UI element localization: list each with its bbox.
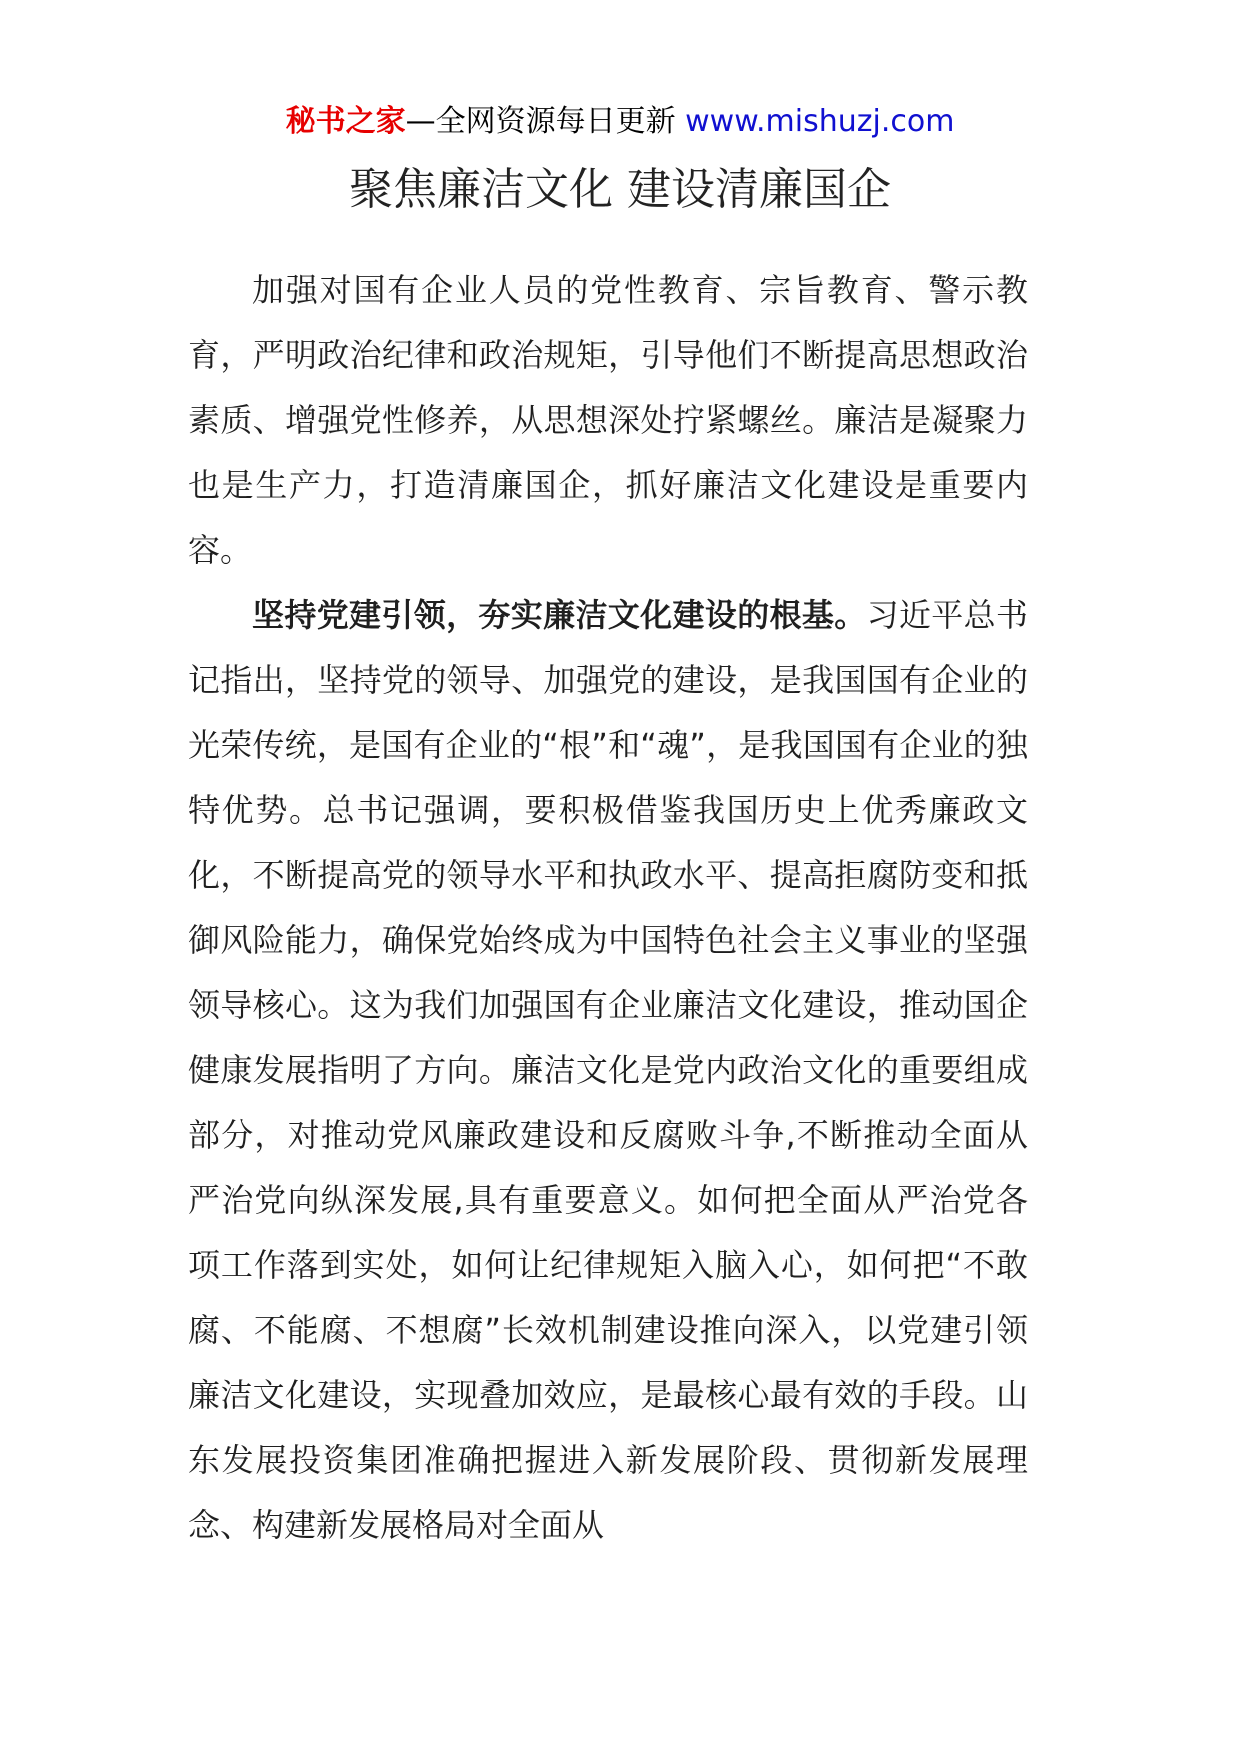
site-header	[0, 100, 1240, 144]
paragraph-text: 习近平总书记指出，坚持党的领导、加强党的建设，是我国国有企业的光荣传统，是国有企业的“根”和“魂”，是我国国有企业的独特优势。总书记强调，要积极借鉴我国历史上优秀廉政文化，不断提高党的领导水平和执政水平、提高拒腐防变和抵御风险能力，确保党始终成为中国特色社会主义事业的坚强领导核心。这为我们加强国有企业廉洁文化建设，推动国企健康发展指明了方向。廉洁文化是党内政治文化的重要组成部分，对推动党风廉政建设和反腐败斗争,不断推动全面从严治党向纵深发展,具有重要意义。如何把全面从严治党各项工作落到实处，如何让纪律规矩入脑入心，如何把“不敢腐、不能腐、不想腐”长效机制建设推向深入，以党建引领廉洁文化建设，实现叠加效应，是最核心最有效的手段。山东发展投资集团准确把握进入新发展阶段、贯彻新发展理念、构建新发展格局对全面从	[188, 596, 1028, 1544]
paragraph-party-building	[188, 583, 1028, 1558]
document-title: 聚焦廉洁文化 建设清廉国企	[349, 164, 891, 215]
paragraph-intro	[188, 258, 1028, 583]
brand-name: 秘书之家	[285, 104, 406, 139]
paragraph-lead: 坚持党建引领，夯实廉洁文化建设的根基。	[252, 596, 867, 634]
paragraph-text: 加强对国有企业人员的党性教育、宗旨教育、警示教育，严明政治纪律和政治规矩，引导他们不断提高思想政治素质、增强党性修养，从思想深处拧紧螺丝。廉洁是凝聚力也是生产力，打造清廉国企，抓好廉洁文化建设是重要内容。	[188, 271, 1028, 569]
header-tagline: —全网资源每日更新	[405, 104, 686, 139]
document-body	[188, 258, 1028, 1558]
site-url-link[interactable]: www.mishuzj.com	[685, 104, 955, 139]
